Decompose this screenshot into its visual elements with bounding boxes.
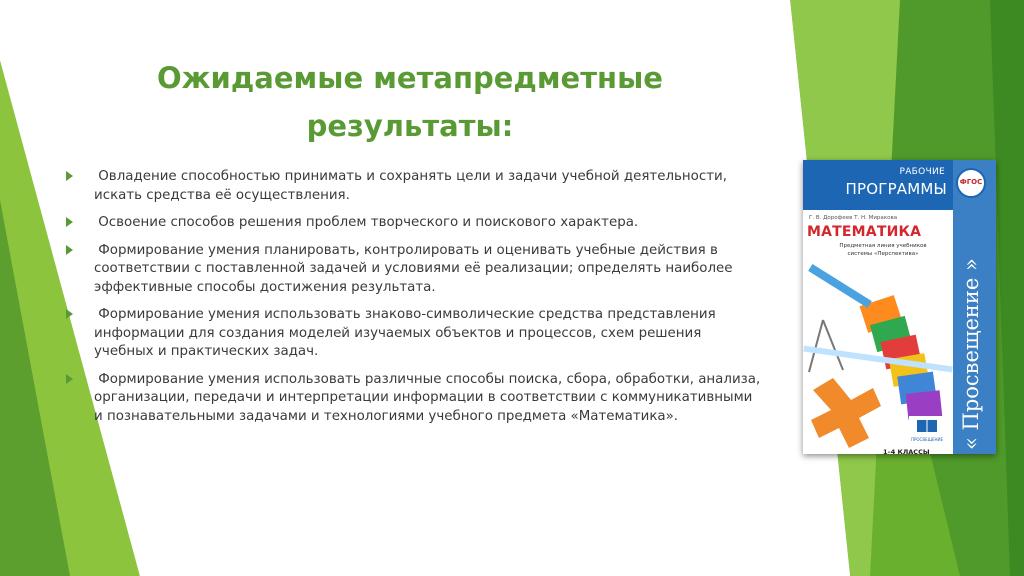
cover-series-title: ПРОГРАММЫ: [845, 180, 947, 198]
bullet-arrow-icon: [66, 171, 73, 181]
publisher-logo-label: ПРОСВЕЩЕНИЕ: [910, 437, 944, 442]
fgos-badge-label: ФГОС: [959, 178, 983, 186]
compass-leg: [823, 320, 843, 370]
list-item-text: Овладение способностью принимать и сохранять цели и задачи учебной деятельности, искать средства её осуществления.: [94, 169, 732, 203]
publisher-logo: [909, 416, 945, 444]
bullet-arrow-icon: [66, 309, 73, 319]
cover-subject: МАТЕМАТИКА: [807, 224, 922, 240]
list-item-text: Формирование умения планировать, контролировать и оценивать учебные действия в соответствии с поставленной задачей и условиями её реализации; определять наиболее эффективные способы достижения результата.: [94, 242, 737, 295]
bullet-arrow-icon: [66, 374, 73, 384]
list-item: [62, 306, 762, 362]
bullet-arrow-icon: [66, 245, 73, 255]
publisher-vertical-text: « Просвещение »: [959, 258, 983, 450]
list-item: [62, 242, 762, 298]
cover-subtitle-line-2: системы «Перспектива»: [847, 251, 919, 257]
title-line-2: результаты:: [306, 109, 514, 143]
compass-leg: [809, 320, 823, 372]
book-cover-image: [803, 160, 996, 454]
list-item: [62, 168, 762, 205]
bullet-arrow-icon: [66, 217, 73, 227]
title-line-1: Ожидаемые метапредметные: [157, 61, 663, 95]
publisher-book-icon: [909, 416, 945, 436]
cover-header: [803, 160, 953, 210]
cover-grades: 1–4 КЛАССЫ: [883, 448, 930, 454]
list-item-text: Формирование умения использовать различные способы поиска, сбора, обработки, анализа, организации, передачи и интерпретации информации в соответствии с коммуникативными и познавательными задачами и технологиями учебного предмета «Математика».: [94, 371, 765, 424]
fgos-badge-icon: [956, 168, 986, 198]
list-item-text: Формирование умения использовать знаково-символические средства представления информации для создания моделей изучаемых объектов и процессов, схем решения учебных и практических задач.: [94, 307, 720, 359]
cover-subtitle-line-1: Предметная линия учебников: [839, 243, 927, 249]
slide-title: [80, 54, 740, 150]
list-item: [62, 371, 765, 427]
plus-shape: [811, 378, 881, 448]
results-list: [62, 168, 765, 435]
pencil-shape: [808, 264, 872, 308]
cover-authors: Г. В. Дорофеев Т. Н. Миракова: [809, 215, 898, 221]
cover-kicker: РАБОЧИЕ: [899, 167, 945, 177]
list-item-text: Освоение способов решения проблем творческого и поискового характера.: [94, 215, 639, 230]
list-item: [62, 214, 762, 233]
